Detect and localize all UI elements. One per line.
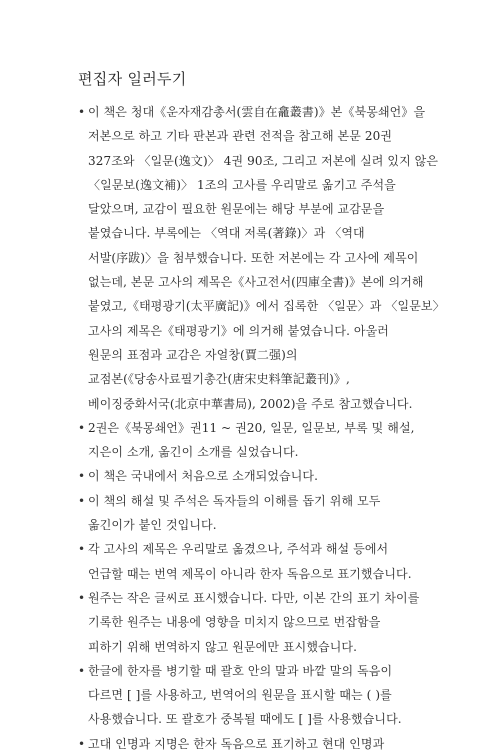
- text-line: • 고대 인명과 지명은 한자 독음으로 표기하고 현대 인명과: [88, 736, 385, 751]
- text-line: • 이 책은 국내에서 처음으로 소개되었습니다.: [88, 469, 319, 484]
- text-line: 서발(序跋)〉을 첨부했습니다. 또한 저본에는 각 고사에 제목이: [88, 250, 419, 265]
- text-line: 사용했습니다. 또 괄호가 중복될 때에도 [ ]를 사용했습니다.: [88, 712, 402, 727]
- list-item: [78, 100, 458, 416]
- text-line: 원문의 표점과 교감은 자얼창(賈二强)의: [88, 347, 298, 362]
- list-item: [78, 537, 458, 586]
- text-line: 327조와 〈일문(逸文)〉 4권 90조, 그리고 저본에 실려 있지 않은: [88, 153, 439, 168]
- text-line: • 각 고사의 제목은 우리말로 옮겼으나, 주석과 해설 등에서: [88, 542, 389, 557]
- page-title: 편집자 일러두기: [78, 70, 187, 88]
- list-item: [78, 489, 458, 538]
- text-line: • 이 책은 청대《운자재감총서(雲自在龕叢書)》본《북몽쇄언》을: [88, 105, 426, 119]
- text-line: 옮긴이가 붙인 것입니다.: [88, 518, 217, 533]
- text-line: • 한글에 한자를 병기할 때 괄호 안의 말과 바깥 말의 독음이: [88, 663, 393, 678]
- text-line: 언급할 때는 번역 제목이 아니라 한자 독음으로 표기했습니다.: [88, 566, 412, 581]
- text-line: • 2권은《북몽쇄언》권11 ~ 권20, 일문, 일문보, 부록 및 해설,: [88, 420, 415, 435]
- list-item: [78, 416, 458, 465]
- text-line: • 원주는 작은 글씨로 표시했습니다. 다만, 이본 간의 표기 차이를: [88, 590, 420, 605]
- text-line: 저본으로 하고 기타 판본과 관련 전적을 참고해 본문 20권: [88, 129, 393, 144]
- text-line: 붙였고,《태평광기(太平廣記)》에서 집록한 〈일문〉과 〈일문보〉: [88, 299, 445, 314]
- list-item: [78, 732, 458, 756]
- text-line: 다르면 [ ]를 사용하고, 번역어의 원문을 표시할 때는 ( )를: [88, 688, 392, 703]
- text-line: 〈일문보(逸文補)〉 1조의 고사를 우리말로 옮기고 주석을: [88, 177, 396, 192]
- list-item: [78, 659, 458, 732]
- text-line: 기록한 원주는 내용에 영향을 미치지 않으므로 번잡함을: [88, 615, 381, 630]
- text-line: 베이징중화서국(北京中華書局), 2002)을 주로 참고했습니다.: [88, 396, 413, 411]
- list-item: [78, 586, 458, 659]
- text-line: 교점본(《당송사료필기총간(唐宋史料筆記叢刊)》,: [88, 372, 350, 387]
- text-line: 붙였습니다. 부록에는 〈역대 저록(著錄)〉과 〈역대: [88, 226, 365, 241]
- text-line: 고사의 제목은《태평광기》에 의거해 붙였습니다. 아울러: [88, 323, 389, 338]
- text-line: • 이 책의 해설 및 주석은 독자들의 이해를 돕기 위해 모두: [88, 493, 381, 508]
- editorial-notes-list: [78, 100, 458, 756]
- text-line: 달았으며, 교감이 필요한 원문에는 해당 부분에 교감문을: [88, 202, 385, 217]
- list-item: [78, 464, 458, 488]
- text-line: 없는데, 본문 고사의 제목은《사고전서(四庫全書)》본에 의거해: [88, 275, 424, 290]
- text-line: 지은이 소개, 옮긴이 소개를 실었습니다.: [88, 445, 299, 460]
- text-line: 피하기 위해 번역하지 않고 원문에만 표시했습니다.: [88, 639, 358, 654]
